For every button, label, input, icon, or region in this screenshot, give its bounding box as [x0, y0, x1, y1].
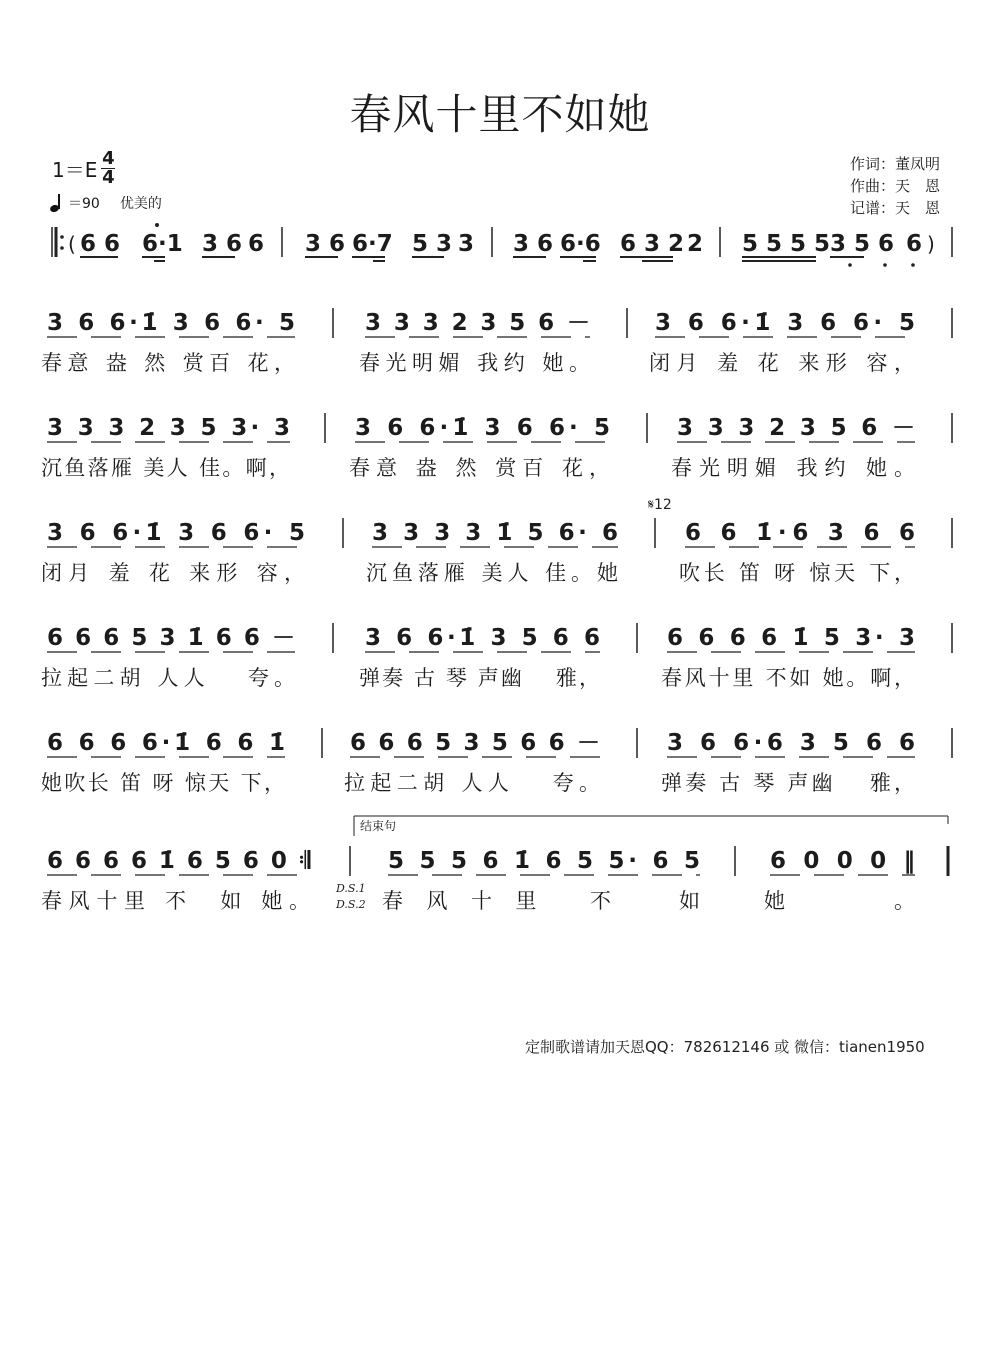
measure-notes: 3 3 3 2 3 5 6 － [677, 415, 915, 441]
ds1-label: D.S.1 [336, 882, 366, 895]
measure-notes: 3 6 6·6 3 5 6 6 [667, 730, 915, 756]
lyric-line: 拉起二胡 人人 夸。 [41, 666, 295, 690]
svg-text:): ) [927, 232, 935, 256]
measure-notes: 3 6 6·1̇ 3 5 6 6 [365, 625, 600, 651]
measure-notes: 6 0 0 0 ‖ [770, 848, 915, 874]
svg-text:3 5: 3 5 [830, 231, 871, 257]
lyric-line: 春意 盎 然 赏百 花， [41, 351, 295, 375]
svg-text:6: 6 [906, 231, 923, 257]
measure-notes: 6 6 1̇·6 3 6 6 [685, 520, 915, 546]
svg-text:3: 3 [458, 231, 475, 257]
svg-text:6 6: 6 6 [80, 231, 121, 257]
lyric-line: 闭月 羞 花 来形 容， [649, 351, 915, 375]
measure-notes: 3 3 3 2 3 5 6 － [365, 310, 590, 336]
segno-marker: 𝄋12 [648, 497, 672, 513]
time-bottom: 4 [102, 167, 115, 188]
svg-text:6: 6 [878, 231, 895, 257]
score-row-2 [0, 300, 1000, 400]
lyric-line: 沉鱼落雁 美人 佳。她 [366, 561, 618, 585]
credit-lyricist: 作词：董凤明 [850, 155, 941, 173]
score-row-1-notes [30, 215, 970, 275]
lyric-line: 吹长 笛 呀 惊天 下， [679, 561, 915, 585]
svg-text:6·1: 6·1 [142, 231, 183, 257]
svg-text:5 3: 5 3 [412, 231, 453, 257]
lyric-line: 春风十里 不 如 [382, 889, 700, 913]
ending-label: 结束句 [360, 819, 397, 833]
measure-notes: 6 6 6 5 3 1̇ 6 6 － [47, 625, 295, 651]
lyric-line: 弹奏 古 琴 声幽 雅， [661, 771, 915, 795]
score-row-5 [0, 615, 1000, 715]
ds-markers [334, 878, 374, 914]
score-row-1 [30, 215, 970, 275]
lyric-line: 她吹长 笛 呀 惊天 下， [41, 771, 285, 795]
lyric-line: 春意 盎 然 赏百 花， [349, 456, 610, 480]
svg-text:6: 6 [248, 231, 265, 257]
lyric-line: 闭月 羞 花 来形 容， [41, 561, 305, 585]
tempo-expression: 优美的 [119, 196, 162, 212]
measure-notes: 6 6 6 6·1̇ 6 6 1̇ [47, 730, 285, 756]
measure-notes: 6 6 6 6 1̇ 6 5 6 0 𝄇 [47, 848, 310, 874]
measure-notes: 3 6 6·1̇ 3 6 6· 5 [47, 520, 305, 546]
lyric-line: 春风十里 不如 她。啊， [661, 666, 915, 690]
score-row-4 [0, 510, 1000, 610]
credit-transcriber: 记谱：天 恩 [850, 199, 941, 217]
key-label: 1＝E [52, 158, 98, 182]
svg-text:2: 2 [687, 231, 704, 257]
ending-bracket [0, 812, 1000, 842]
credit-composer: 作曲：天 恩 [850, 177, 941, 195]
measure-notes: 6 6 6 5 3 5 6 6 － [350, 730, 600, 756]
measure-notes: 3 3 3 3 1̇ 5 6· 6 [372, 520, 618, 546]
lyric-line: 弹奏 古 琴 声幽 雅， [359, 666, 600, 690]
lyric-line: 拉起二胡 人人 夸。 [344, 771, 600, 795]
svg-text:6 3 2: 6 3 2 [620, 231, 685, 257]
lyric-line: 沉鱼落雁 美人 佳。啊， [41, 456, 290, 480]
key-signature [52, 150, 115, 187]
svg-text:6·6: 6·6 [560, 231, 601, 257]
svg-text:3 6: 3 6 [305, 231, 346, 257]
footer-contact: 定制歌谱请加天恩QQ：782612146 或 微信：tianen1950 [525, 1038, 925, 1056]
score-row-6 [0, 720, 1000, 820]
measure-notes: 5 5 5 6 1̇ 6 5 5· 6 5 [388, 848, 700, 874]
lyric-line: 春风十里 不 如 她。 [41, 889, 310, 913]
measure-notes: 3 6 6·1̇ 3 6 6· 5 [655, 310, 915, 336]
svg-text:3 6: 3 6 [513, 231, 554, 257]
time-top: 4 [102, 148, 115, 169]
lyric-line: 她。 [764, 889, 915, 913]
score-row-3 [0, 405, 1000, 505]
page-title: 春风十里不如她 [349, 90, 651, 139]
time-signature [101, 150, 115, 187]
measure-notes: 3 3 3 2 3 5 3· 3 [47, 415, 290, 441]
tempo-value: ＝90 [68, 196, 100, 212]
tempo-marking [50, 193, 162, 213]
measure-notes: 6 6 6 6 1̇ 5 3· 3 [667, 625, 915, 651]
svg-text:6·7: 6·7 [352, 231, 393, 257]
measure-notes: 3 6 6·1̇ 3 6 6· 5 [47, 310, 295, 336]
svg-text:5 5 5 5: 5 5 5 5 [742, 231, 831, 257]
lyric-line: 春光明媚 我约 她。 [359, 351, 590, 375]
lyric-line: 春光明媚 我约 她。 [671, 456, 915, 480]
segno-marker-area [0, 495, 1000, 525]
ds2-label: D.S.2 [336, 898, 366, 911]
measure-notes: 3 6 6·1̇ 3 6 6· 5 [355, 415, 610, 441]
svg-text:(: ( [68, 232, 76, 256]
svg-text:3 6: 3 6 [202, 231, 243, 257]
quarter-note-icon [50, 194, 62, 212]
score-row-7 [0, 838, 1000, 938]
